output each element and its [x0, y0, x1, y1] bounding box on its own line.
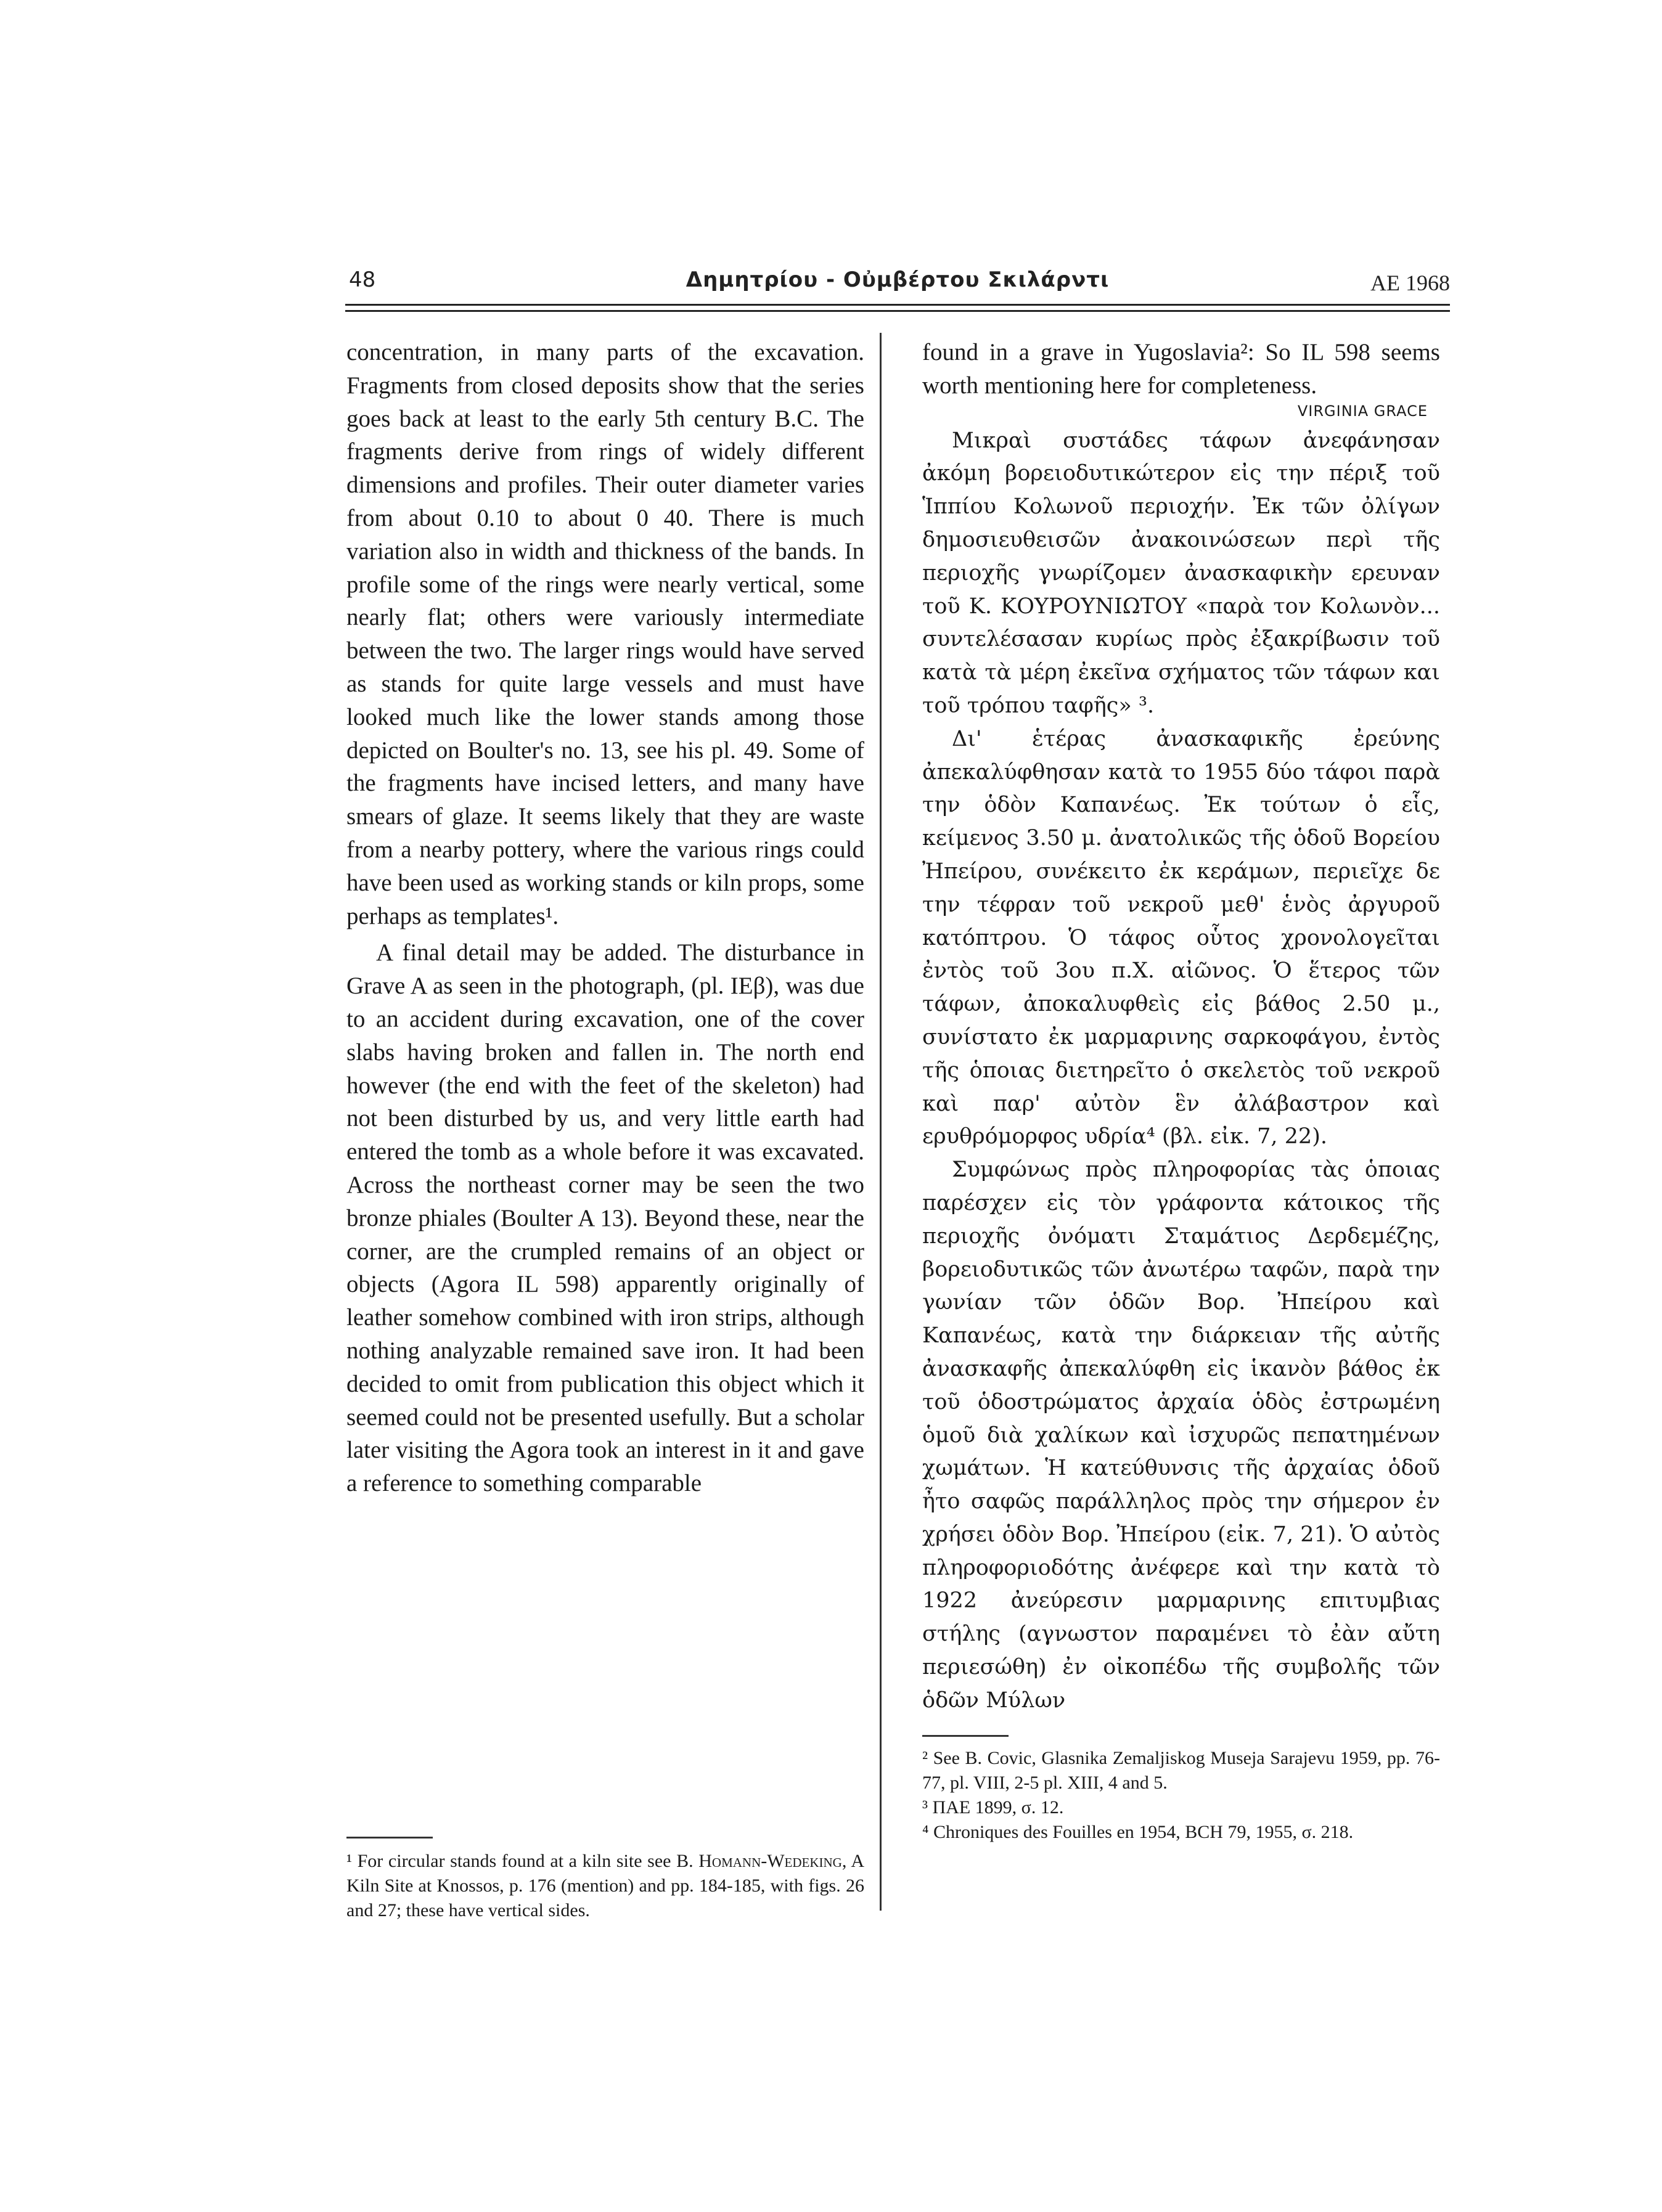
author-signature: VIRGINIA GRACE — [1297, 402, 1428, 420]
left-paragraph-2: A final detail may be added. The disturbance in Grave A as seen in the photograph, (pl. ΙΕβ), was due to an accident during excavation, one of the cover slabs having broken and fallen in. The north end however (the end with the feet of the skeleton) had not been disturbed by us, and very little earth had entered the tomb as a whole before it was excavated. Across the northeast corner may be seen the two bronze phiales (Boulter A 13). Beyond these, near the corner, are the crumpled remains of an object or objects (Agora IL 598) apparently originally of leather somehow combined with iron strips, although nothing analyzable remained save iron. It had been decided to omit from publication this object which it seemed could not be presented usefully. But a scholar later visiting the Agora took an interest in it and gave a reference to something comparable — [346, 939, 864, 1497]
footnote-1-rest: , A Kiln Site at Knossos, p. 176 (mention) and pp. 184-185, with figs. 26 and 27; these have vertical sides. — [346, 1851, 864, 1920]
header-rule-bottom — [345, 310, 1450, 312]
right-footnote-separator — [922, 1735, 1009, 1737]
running-title: Δημητρίου - Οὐμβέρτου Σκιλάρντι — [686, 267, 1110, 292]
footnote-2: ² See B. Covic, Glasnika Zemaljiskog Museja Sarajevu 1959, pp. 76-77, pl. VIII, 2-5 pl. XIII, 4 and 5. — [922, 1748, 1440, 1793]
right-column — [922, 336, 1440, 1718]
page-header — [345, 266, 1450, 303]
left-footnotes — [346, 1849, 864, 1923]
journal-label: ΑΕ 1968 — [1370, 271, 1450, 295]
left-paragraph-1: concentration, in many parts of the excavation. Fragments from closed deposits show that the series goes back at least to the early 5th century B.C. The fragments derive from rings of widely different dimensions and profiles. Their outer diameter varies from about 0.10 to about 0 40. There is much variation also in width and thickness of the bands. In profile some of the rings were nearly vertical, some nearly flat; others were variously intermediate between the two. The larger rings would have served as stands for quite large vessels and must have looked much like the lower stands among those depicted on Boulter's no. 13, see his pl. 49. Some of the fragments have incised letters, and many have smears of glaze. It seems likely that they are waste from a nearby pottery, where the various rings could have been used as working stands or kiln props, some perhaps as templates¹. — [346, 339, 864, 929]
footnote-1-authors: Homann-Wedeking — [698, 1851, 842, 1871]
greek-paragraph-1: Μικραὶ συστάδες τάφων ἀνεφάνησαν ἀκόμη βορειοδυτικώτερον εἰς την πέριξ τοῦ Ἱππίου Κολωνοῦ περιοχήν. Ἐκ τῶν ὀλίγων δημοσιευθεισῶν ἀνακοινώσεων περὶ τῆς περιοχῆς γνωρίζομεν ἀνασκαφικὴν ερευναν τοῦ Κ. ΚΟΥΡΟΥΝΙΩΤΟΥ «παρὰ τον Κολωνὸν... συντελέσασαν κυρίως πρὸς ἐξακρίβωσιν τοῦ κατὰ τὰ μέρη ἐκεῖνα σχήματος τῶν τάφων και τοῦ τρόπου ταφῆς» ³. — [922, 428, 1440, 718]
column-divider — [880, 333, 882, 1911]
footnote-1-text: ¹ For circular stands found at a kiln site see B. — [346, 1851, 699, 1871]
left-column — [346, 336, 864, 1500]
greek-paragraph-2: Δι' ἑτέρας ἀνασκαφικῆς ἐρεύνης ἀπεκαλύφθησαν κατὰ το 1955 δύο τάφοι παρὰ την ὁδὸν Καπανέως. Ἐκ τούτων ὁ εἷς, κείμενος 3.50 μ. ἀνατολικῶς τῆς ὁδοῦ Βορείου Ἠπείρου, συνέκειτο ἐκ κεράμων, περιεῖχε δε την τέφραν τοῦ νεκροῦ μεθ' ἑνὸς ἀργυροῦ κατόπτρου. Ὁ τάφος οὗτος χρονολογεῖται ἐντὸς τοῦ 3ου π.Χ. αἰῶνος. Ὁ ἕτερος τῶν τάφων, ἀποκαλυφθεὶς εἰς βάθος 2.50 μ., συνίστατο ἐκ μαρμαρινης σαρκοφάγου, ἐντὸς τῆς ὁποιας διετηρεῖτο ὁ σκελετὸς τοῦ νεκροῦ καὶ παρ' αὐτὸν ἓν ἀλάβαστρον καὶ ερυθρόμορφος υδρία⁴ (βλ. εἰκ. 7, 22). — [922, 726, 1440, 1149]
footnote-4: ⁴ Chroniques des Fouilles en 1954, BCH 79, 1955, σ. 218. — [922, 1822, 1354, 1842]
right-paragraph-1: found in a grave in Yugoslavia²: So IL 598 seems worth mentioning here for completeness. — [922, 339, 1440, 399]
header-rule-top — [345, 304, 1450, 306]
page-number: 48 — [349, 267, 376, 292]
footnote-3: ³ ΠΑΕ 1899, σ. 12. — [922, 1797, 1064, 1818]
greek-paragraph-3: Συμφώνως πρὸς πληροφορίας τὰς ὁποιας παρέσχεν εἰς τὸν γράφοντα κάτοικος τῆς περιοχῆς ὀνόματι Σταμάτιος Δερδεμέζης, βορειοδυτικῶς τῶν ἀνωτέρω ταφῶν, παρὰ την γωνίαν τῶν ὁδῶν Βορ. Ἠπείρου καὶ Καπανέως, κατὰ την διάρκειαν τῆς αὐτῆς ἀνασκαφῆς ἀπεκαλύφθη εἰς ἱκανὸν βάθος ἐκ τοῦ ὁδοστρώματος ἀρχαία ὁδὸς ἐστρωμένη ὁμοῦ διὰ χαλίκων καὶ ἰσχυρῶς πεπατημένων χωμάτων. Ἡ κατεύθυνσις τῆς ἀρχαίας ὁδοῦ ἦτο σαφῶς παράλληλος πρὸς την σήμερον ἐν χρήσει ὁδὸν Βορ. Ἠπείρου (εἰκ. 7, 21). Ὁ αὐτὸς πληροφοριοδότης ἀνέφερε καὶ την κατὰ τὸ 1922 ἀνεύρεσιν μαρμαρινης επιτυμβιας στήλης (αγνωστον παραμένει τὸ ἐὰν αὔτη περιεσώθη) ἐν οἰκοπέδω τῆς συμβολῆς τῶν ὁδῶν Μύλων — [922, 1157, 1440, 1713]
right-footnotes — [922, 1746, 1440, 1845]
left-footnote-separator — [346, 1837, 433, 1839]
footnote-1 — [346, 1849, 864, 1923]
